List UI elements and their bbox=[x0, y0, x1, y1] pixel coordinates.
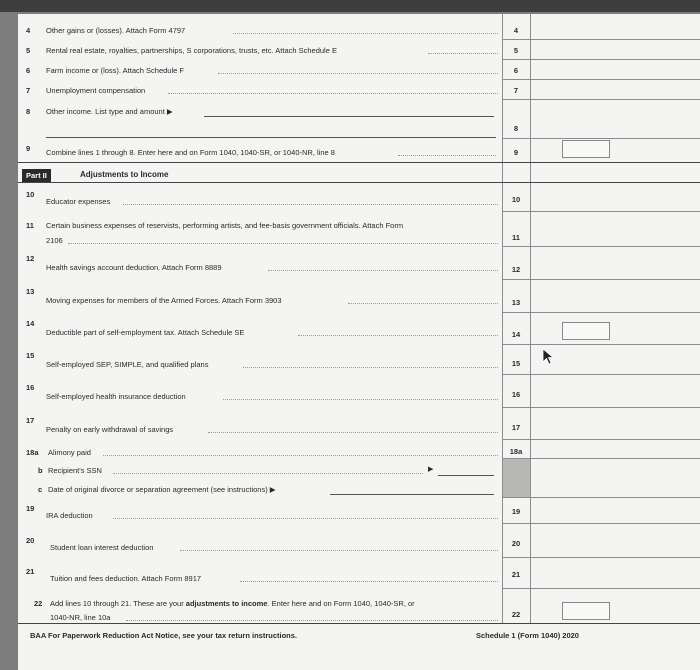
leader-dots bbox=[268, 270, 498, 271]
line-number: 13 bbox=[26, 287, 35, 296]
row-rule bbox=[502, 407, 700, 408]
mouse-cursor-icon bbox=[542, 348, 556, 366]
line-22-label bbox=[50, 599, 415, 608]
leader-dots bbox=[398, 155, 496, 156]
box-number: 17 bbox=[511, 423, 521, 432]
leader-dots bbox=[233, 33, 498, 34]
box-number: 21 bbox=[511, 570, 521, 579]
box-number: 13 bbox=[511, 298, 521, 307]
section-rule bbox=[18, 182, 700, 183]
divorce-date-field[interactable] bbox=[330, 494, 494, 495]
box-number-8: 8 bbox=[513, 124, 519, 133]
box-number: 19 bbox=[511, 507, 521, 516]
box-number: 5 bbox=[513, 46, 519, 55]
line-label-continued: 2106 bbox=[46, 236, 63, 245]
line-number: 11 bbox=[26, 221, 34, 230]
leader-dots bbox=[223, 399, 498, 400]
box-number: 14 bbox=[511, 330, 521, 339]
line-number: 10 bbox=[26, 190, 35, 199]
row-rule bbox=[502, 211, 700, 212]
line-number: 9 bbox=[26, 144, 31, 153]
row-rule bbox=[502, 246, 700, 247]
shaded-box bbox=[503, 459, 530, 497]
line-label: Tuition and fees deduction. Attach Form 8917 bbox=[50, 574, 202, 583]
line-number: 8 bbox=[26, 107, 31, 116]
line-label: Date of original divorce or separation agreement (see instructions) ▶ bbox=[48, 485, 276, 494]
section-rule bbox=[18, 623, 700, 624]
line-label: Farm income or (loss). Attach Schedule F bbox=[46, 66, 184, 75]
footer-form-id: Schedule 1 (Form 1040) 2020 bbox=[476, 631, 579, 640]
line-label-continued: 1040-NR, line 10a bbox=[50, 613, 111, 622]
line-label: Self-employed health insurance deduction bbox=[46, 392, 186, 401]
box-number: 4 bbox=[513, 26, 519, 35]
line-number: 17 bbox=[26, 416, 35, 425]
box-number: 16 bbox=[511, 390, 521, 399]
line-label: Other income. List type and amount ▶ bbox=[46, 107, 173, 116]
line-label: Penalty on early withdrawal of savings bbox=[46, 425, 174, 434]
leader-dots bbox=[123, 204, 498, 205]
line-number: 22 bbox=[34, 599, 43, 608]
line-number: 5 bbox=[26, 46, 31, 55]
line-label: Student loan interest deduction bbox=[50, 543, 154, 552]
line-number: c bbox=[38, 485, 43, 494]
line-number: 20 bbox=[26, 536, 35, 545]
column-divider-right bbox=[530, 14, 531, 624]
leader-dots bbox=[113, 473, 423, 474]
line-label: Recipient's SSN bbox=[48, 466, 102, 475]
line-label: Combine lines 1 through 8. Enter here and on Form 1040, 1040-SR, or 1040-NR, line 8 bbox=[46, 148, 335, 157]
line-22-text-bold: adjustments to income bbox=[185, 599, 268, 608]
leader-dots bbox=[298, 335, 498, 336]
row-rule bbox=[502, 312, 700, 313]
box-number: 12 bbox=[511, 265, 521, 274]
leader-dots bbox=[428, 53, 498, 54]
line-number: b bbox=[38, 466, 43, 475]
leader-dots bbox=[243, 367, 498, 368]
row-rule bbox=[502, 138, 700, 139]
line-number: 12 bbox=[26, 254, 35, 263]
row-rule bbox=[502, 59, 700, 60]
leader-dots bbox=[68, 243, 498, 244]
tax-form-page bbox=[18, 14, 700, 670]
box-number: 20 bbox=[511, 539, 521, 548]
row-rule bbox=[502, 39, 700, 40]
part-ii-tag: Part II bbox=[22, 169, 51, 182]
line-14-amount-box[interactable] bbox=[562, 322, 610, 340]
row-rule bbox=[502, 344, 700, 345]
line-number: 6 bbox=[26, 66, 31, 75]
leader-dots bbox=[208, 432, 498, 433]
leader-dots bbox=[218, 73, 498, 74]
arrow-icon: ▶ bbox=[428, 466, 434, 473]
box-number: 7 bbox=[513, 86, 519, 95]
leader-dots bbox=[126, 620, 498, 621]
row-rule bbox=[502, 458, 700, 459]
line-number: 21 bbox=[26, 567, 35, 576]
line-22-text-post: . Enter here and on Form 1040, 1040-SR, or bbox=[267, 599, 415, 608]
row-rule bbox=[502, 588, 700, 589]
line-label: Self-employed SEP, SIMPLE, and qualified plans bbox=[46, 360, 209, 369]
leader-dots bbox=[240, 581, 498, 582]
row-rule bbox=[502, 99, 700, 100]
box-number: 22 bbox=[511, 610, 521, 619]
line-label: Educator expenses bbox=[46, 197, 111, 206]
line-number: 14 bbox=[26, 319, 35, 328]
column-divider-left bbox=[502, 14, 503, 624]
row-rule bbox=[502, 557, 700, 558]
line-label: IRA deduction bbox=[46, 511, 93, 520]
line-number: 15 bbox=[26, 351, 35, 360]
leader-dots bbox=[103, 455, 498, 456]
part-ii-title: Adjustments to Income bbox=[80, 170, 169, 179]
line-number: 19 bbox=[26, 504, 35, 513]
line-label: Other gains or (losses). Attach Form 4797 bbox=[46, 26, 186, 35]
line-label: Alimony paid bbox=[48, 448, 91, 457]
line-9-amount-box[interactable] bbox=[562, 140, 610, 158]
row-rule bbox=[502, 497, 700, 498]
box-number: 9 bbox=[513, 148, 519, 157]
line-number: 16 bbox=[26, 383, 35, 392]
leader-dots bbox=[168, 93, 498, 94]
line-label: Rental real estate, royalties, partnerships, S corporations, trusts, etc. Attach Schedule E bbox=[46, 46, 337, 55]
recipient-ssn-field[interactable] bbox=[438, 475, 494, 476]
line-22-amount-box[interactable] bbox=[562, 602, 610, 620]
box-number: 10 bbox=[511, 195, 521, 204]
line-number: 18a bbox=[26, 448, 39, 457]
row-rule bbox=[502, 279, 700, 280]
line-number: 7 bbox=[26, 86, 31, 95]
leader-dots bbox=[113, 518, 498, 519]
row-rule bbox=[502, 523, 700, 524]
box-number: 11 bbox=[512, 233, 520, 242]
section-rule bbox=[18, 162, 700, 163]
box-number: 15 bbox=[511, 359, 521, 368]
line-label: Deductible part of self-employment tax. Attach Schedule SE bbox=[46, 328, 245, 337]
line-label: Health savings account deduction. Attach Form 8889 bbox=[46, 263, 222, 272]
other-income-entry-line-2[interactable] bbox=[46, 137, 496, 138]
box-number: 18a bbox=[509, 447, 523, 456]
screen-top-bar bbox=[0, 0, 700, 12]
line-22-text-pre: Add lines 10 through 21. These are your bbox=[50, 599, 186, 608]
line-number: 4 bbox=[26, 26, 31, 35]
line-label: Unemployment compensation bbox=[46, 86, 146, 95]
box-number: 6 bbox=[513, 66, 519, 75]
line-label: Moving expenses for members of the Armed Forces. Attach Form 3903 bbox=[46, 296, 282, 305]
line-label: Certain business expenses of reservists, performing artists, and fee-basis government officials. Attach Form bbox=[46, 221, 404, 230]
leader-dots bbox=[348, 303, 498, 304]
row-rule bbox=[502, 79, 700, 80]
leader-dots bbox=[180, 550, 498, 551]
other-income-entry-line[interactable] bbox=[204, 116, 494, 117]
row-rule bbox=[502, 439, 700, 440]
row-rule bbox=[502, 374, 700, 375]
footer-notice: BAA For Paperwork Reduction Act Notice, see your tax return instructions. bbox=[30, 631, 297, 640]
